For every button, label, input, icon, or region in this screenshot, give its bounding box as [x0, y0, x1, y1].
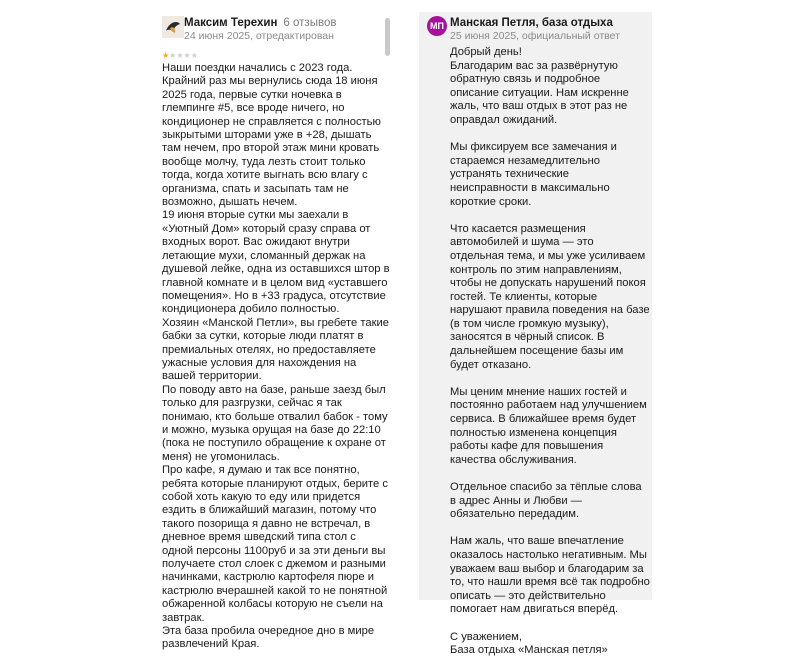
star-empty-icon: ★ [176, 51, 184, 60]
author-line [184, 16, 336, 30]
scrollbar[interactable] [385, 18, 390, 56]
reply-author-line [450, 16, 613, 30]
star-empty-icon: ★ [190, 51, 198, 60]
avatar-icon [162, 16, 184, 38]
official-reply-card [419, 12, 652, 657]
review-date: 24 июня 2025, отредактирован [184, 30, 334, 42]
reply-date: 25 июня 2025, официальный ответ [450, 30, 620, 42]
star-filled-icon: ★ [162, 51, 170, 60]
author-reviews-count[interactable]: 6 отзывов [283, 17, 337, 29]
reply-text: Добрый день! Благодарим вас за развёрнутую обратную связь и подробное описание ситуации. Нам искренне жаль, что ваш отдых в этот раз не оправдал ожиданий. Мы фиксируем все замечания и стараемся незамедлительно устранять технические неисправности в максимально короткие сроки. Что касается размещения автомобилей и шума — это отдельная тема, и мы уже усиливаем контроль по этим направлениям, чтобы не допускать нарушений покоя гостей. Те клиенты, которые нарушают правила поведения на базе (в том числе громкую музыку), заносятся в чёрный список. В дальнейшем посещение базы им будет отказано. Мы ценим мнение наших гостей и постоянно работаем над улучшением сервиса. В ближайшее время будет полностью изменена концепция работы кафе для повышения качества обслуживания. Отдельное спасибо за тёплые слова в адрес Анны и Любви — обязательно передадим. Нам жаль, что ваше впечатление оказалось настолько негативным. Мы уважаем ваш выбор и благодарим за то, что нашли время всё так подробно описать — это действительно помогает нам двигаться вперёд. С уважением, База отдыха «Манская петля» [450, 46, 650, 657]
company-logo[interactable]: МП [427, 16, 447, 36]
rating-stars [162, 52, 198, 60]
author-name[interactable]: Максим Терехин [184, 17, 278, 29]
review-header [154, 12, 392, 48]
reply-header [419, 12, 652, 48]
star-empty-icon: ★ [183, 51, 191, 60]
author-avatar[interactable] [162, 16, 184, 38]
reply-author-name[interactable]: Манская Петля, база отдыха [450, 17, 613, 29]
star-empty-icon: ★ [169, 51, 177, 60]
review-text: Наши поездки начались с 2023 года. Крайний раз мы вернулись сюда 18 июня 2025 года, первые сутки ночевка в глемпинге #5, все вроде ничего, но кондиционер не справляется с полностью зыкрытыми шторами уже в +28, дышать там нечем, про второй этаж мини кровать вообще молчу, туда лезть стоит только тогда, когда хотите выгнать всю влагу с организма, спать и засыпать там не возможно, дышать нечем. 19 июня вторые сутки мы заехали в «Уютный Дом» который сразу справа от входных ворот. Вас ожидают внутри летающие мухи, сломанный держак на душевой лейке, одна из оставшихся штор в главной комнате и в целом вид «уставшего помещения». Но в +33 градуса, отсутствие кондиционера добило полностью. Хозяин «Манской Петли», вы гребете такие бабки за сутки, которые люди платят в премиальных отелях, но предоставляете ужасные условия для нахождения на вашей территории. По поводу авто на базе, раньше заезд был только для разгрузки, сейчас я так понимаю, кто больше отвалил бабок - тому и можно, музыка орущая на базе до 22:10 (пока не поступило обращение к охране от меня) не угомонилась. Про кафе, я думаю и так все понятно, ребята которые планируют отдых, берите с собой хоть какую то еду или придется ездить в ближайший магазин, потому что такого позорища я давно не встречал, в дневное время шведский типа стол с одной персоны 1100руб и за эти деньги вы получаете стол слоек с джемом и разными начинками, кастрюлю картофеля пюре и кастрюлю вчерашней какой то не понятной обжаренной колбасы которую не съели на завтрак. Эта база пробила очередное дно в мире развлечений Края. [162, 62, 390, 651]
review-card [154, 12, 392, 651]
